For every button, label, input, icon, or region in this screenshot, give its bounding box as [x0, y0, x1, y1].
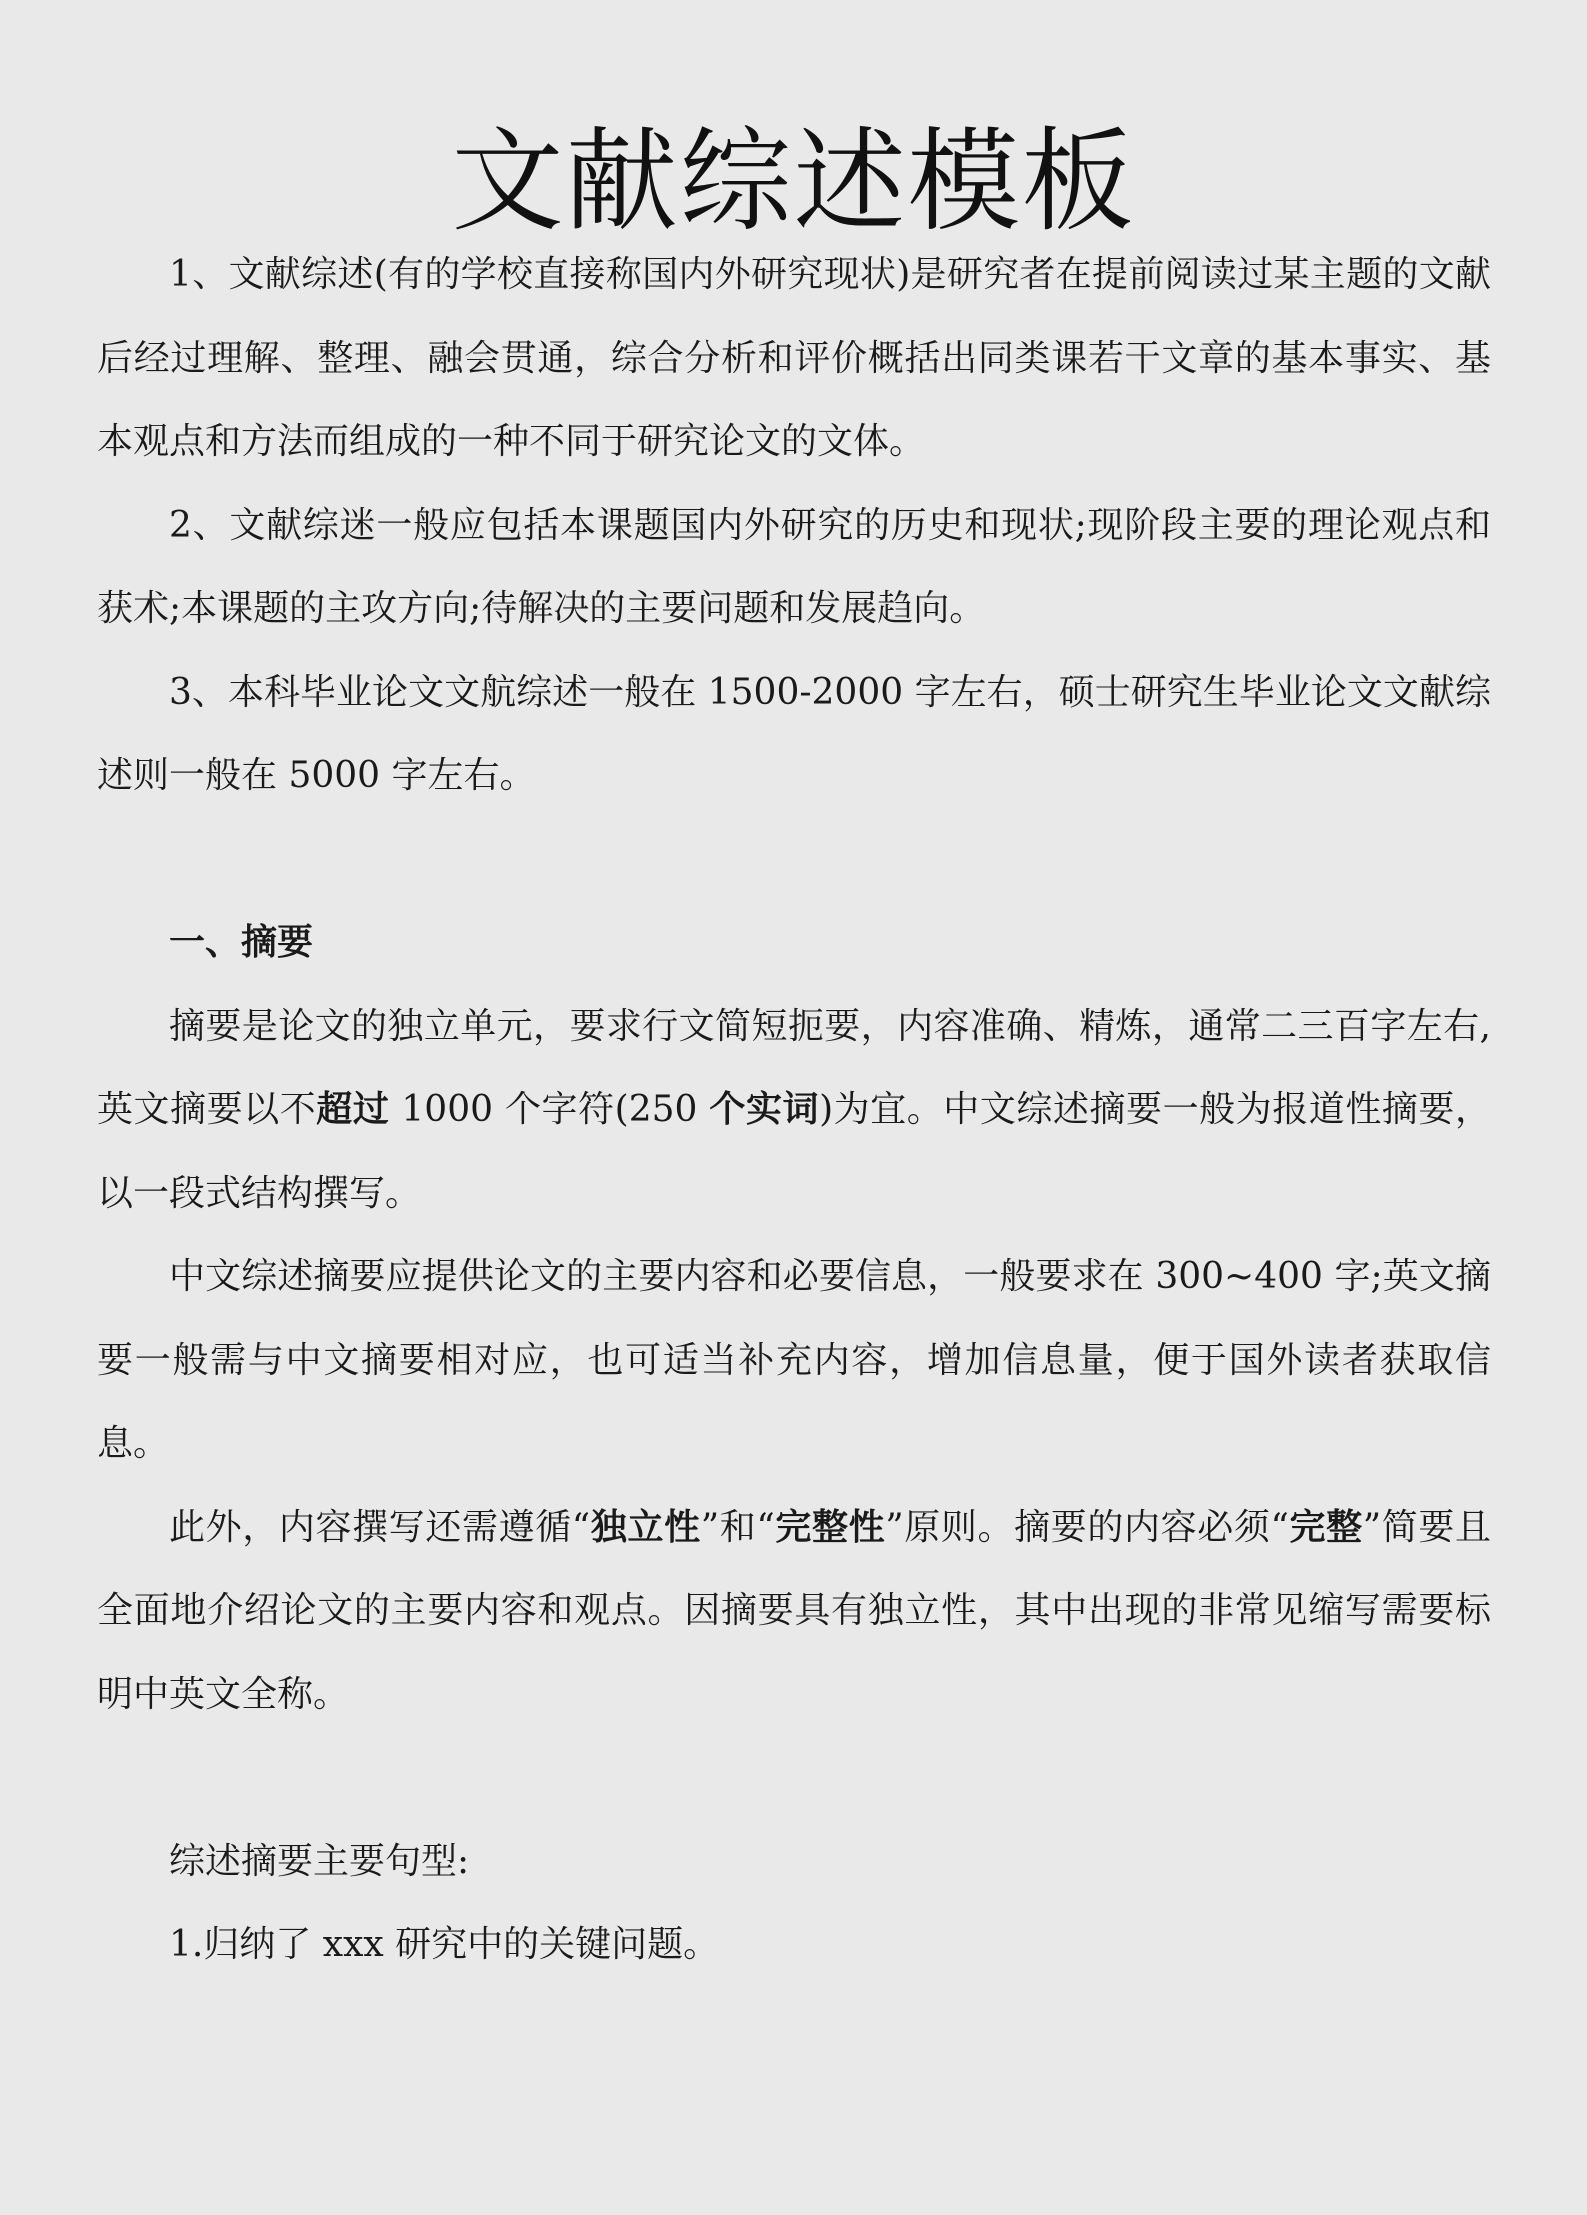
bold-text-run: 完整 [1288, 1505, 1363, 1548]
text-run: 此外，内容撰写还需遵循“ [169, 1506, 591, 1548]
bold-text-run: 独立性 [590, 1505, 701, 1548]
text-run: )为宜。中文综述摘要一般为报道性摘要，以一段式结构撰写。 [97, 1089, 1491, 1214]
spacer [97, 818, 1491, 902]
sentence-types-label: 综述摘要主要句型: [169, 1840, 470, 1882]
intro-paragraph-3: 3、本科毕业论文文航综述一般在 1500-2000 字左右，硕士研究生毕业论文文献综述则一般在 5000 字左右。 [97, 671, 1491, 796]
text-run: 1000 个字符(250 [389, 1089, 710, 1130]
section-heading-abstract: 一、摘要 [169, 921, 314, 963]
text-run: 摘要是论文的独立单元，要求行文简短扼要，内容准确、精炼，通常二三百字左右,英文摘要以不 [97, 1005, 1491, 1130]
intro-paragraph-2: 2、文献综迷一般应包括本课题国内外研究的历史和现状;现阶段主要的理论观点和获术;本课题的主攻方向;待解决的主要问题和发展趋向。 [97, 504, 1491, 629]
spacer [97, 1736, 1491, 1820]
abstract-paragraph-3 [97, 1486, 1491, 1737]
sentence-type-1: 1.归纳了 xxx 研究中的关键问题。 [169, 1924, 720, 1965]
document-title: 文献综述模板 [451, 117, 1136, 247]
abstract-paragraph-1 [97, 985, 1491, 1236]
bold-text-run: 超过 [316, 1088, 390, 1130]
text-run: ”和“ [700, 1506, 775, 1548]
document-body [97, 233, 1491, 1987]
intro-paragraph-1: 1、文献综述(有的学校直接称国内外研究现状)是研究者在提前阅读过某主题的文献后经过理解、整理、融会贯通，综合分析和评价概括出同类课若干文章的基本事实、基本观点和方法而组成的一种不同于研究论文的文体。 [97, 254, 1491, 462]
abstract-paragraph-2: 中文综述摘要应提供论文的主要内容和必要信息，一般要求在 300~400 字;英文摘要一般需与中文摘要相对应，也可适当补充内容，增加信息量，便于国外读者获取信息。 [97, 1256, 1491, 1464]
bold-text-run: 个实词 [709, 1088, 820, 1130]
text-run: ”原则。摘要的内容必须“ [885, 1506, 1289, 1548]
bold-text-run: 完整性 [774, 1505, 886, 1548]
text-run: ”简要且全面地介绍论文的主要内容和观点。因摘要具有独立性，其中出现的非常见缩写需要标明中英文全称。 [97, 1506, 1491, 1715]
